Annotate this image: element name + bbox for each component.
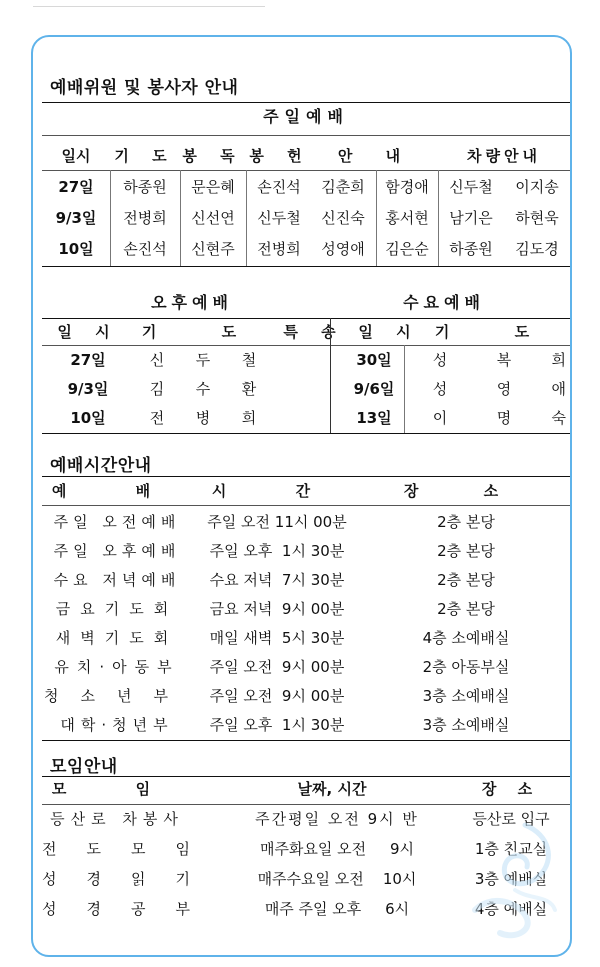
- wednesday-service-title: 수요예배: [403, 293, 485, 312]
- meeting-name: 성경공부: [42, 900, 220, 918]
- service-place: 3층 소예배실: [422, 687, 510, 705]
- afternoon-prayer-char: 희: [241, 409, 257, 427]
- wednesday-date: 13일: [356, 409, 392, 427]
- times-header-row: [42, 476, 570, 506]
- header-prayer: 기 도: [434, 323, 560, 341]
- reading-name: 문은혜: [191, 178, 235, 196]
- service-row: [42, 345, 570, 375]
- service-time: 주일 오전 11시 00분: [207, 513, 347, 531]
- afternoon-prayer-char: 신: [149, 351, 165, 369]
- offering-name-2: 김춘희: [321, 178, 365, 196]
- meeting-time: 주간평일 오전 9시 반: [255, 810, 419, 828]
- header-meeting: 모 임: [51, 780, 183, 798]
- offering-name-1: 손진석: [257, 178, 301, 196]
- header-reading: 봉 독: [182, 147, 244, 165]
- prayer-name: 손진석: [123, 240, 167, 258]
- afternoon-prayer-char: 전: [149, 409, 165, 427]
- rule: [42, 433, 570, 434]
- afternoon-prayer-char: 수: [195, 380, 211, 398]
- header-date: 일 시: [57, 323, 119, 341]
- afternoon-prayer-char: 김: [149, 380, 165, 398]
- time-row: [42, 565, 570, 595]
- meeting-time: 매주 주일 오후 6시: [264, 900, 410, 918]
- decorative-swirl: [455, 815, 565, 945]
- prayer-name: 하종원: [123, 178, 167, 196]
- rule: [42, 170, 570, 171]
- afternoon-prayer-char: 철: [241, 351, 257, 369]
- meeting-name: 전도모임: [42, 840, 220, 858]
- date: 27일: [58, 178, 94, 196]
- meeting-name: 성경읽기: [42, 870, 220, 888]
- date: 10일: [58, 240, 94, 258]
- sunday-row: [42, 203, 570, 233]
- afternoon-date: 9/3일: [67, 380, 109, 398]
- car-name-2: 이지송: [515, 178, 559, 196]
- afternoon-service-title: 오후예배: [151, 293, 233, 312]
- date: 9/3일: [55, 209, 97, 227]
- time-row: [42, 594, 570, 624]
- meeting-place: 등산로 입구: [472, 810, 550, 828]
- service-time: 주일 오전 9시 00분: [209, 687, 345, 705]
- time-row: [42, 710, 570, 740]
- service-row: [42, 403, 570, 433]
- car-name-1: 신두철: [449, 178, 493, 196]
- service-place: 4층 소예배실: [422, 629, 510, 647]
- service-place: 2층 본당: [437, 600, 495, 618]
- offering-name-1: 신두철: [257, 209, 301, 227]
- wednesday-prayer-char: 희: [551, 351, 566, 369]
- usher-name: 김은순: [385, 240, 429, 258]
- car-name-1: 하종원: [449, 240, 493, 258]
- service-time: 주일 오후 1시 30분: [209, 542, 345, 560]
- header-offering: 봉 헌: [249, 147, 311, 165]
- header-date: 일시: [61, 147, 91, 165]
- service-time: 주일 오전 9시 00분: [209, 658, 345, 676]
- reading-name: 신현주: [191, 240, 235, 258]
- service-row: [42, 374, 570, 404]
- car-name-2: 하현욱: [515, 209, 559, 227]
- service-time: 매일 새벽 5시 30분: [209, 629, 345, 647]
- afternoon-prayer-char: 두: [195, 351, 211, 369]
- header-datetime: 날짜, 시간: [297, 780, 367, 798]
- header-date: 일 시: [358, 323, 420, 341]
- afternoon-prayer-char: 환: [241, 380, 257, 398]
- reading-name: 신선연: [191, 209, 235, 227]
- meeting-place: 3층 예배실: [474, 870, 548, 888]
- header-prayer: 기 도: [141, 323, 267, 341]
- car-name-1: 남기은: [449, 209, 493, 227]
- top-scan-line: [33, 0, 265, 7]
- meeting-time: 매주수요일 오전 10시: [257, 870, 417, 888]
- prayer-name: 전병희: [123, 209, 167, 227]
- service-place: 3층 소예배실: [422, 716, 510, 734]
- service-name: 수요 저녁예배: [53, 571, 181, 589]
- rule: [42, 266, 570, 267]
- car-name-2: 김도경: [515, 240, 559, 258]
- rule: [42, 505, 570, 506]
- service-place: 2층 본당: [437, 513, 495, 531]
- service-place: 2층 아동부실: [422, 658, 510, 676]
- header-special-song: 특 송: [283, 323, 345, 341]
- time-row: [42, 681, 570, 711]
- service-name: 청소년부: [44, 687, 190, 705]
- service-name: 새벽기도회: [55, 629, 179, 647]
- header-prayer: 기 도: [114, 147, 176, 165]
- service-place: 2층 본당: [437, 542, 495, 560]
- wednesday-date: 30일: [356, 351, 392, 369]
- rule: [42, 135, 570, 136]
- wednesday-prayer-char: 복: [496, 351, 512, 369]
- usher-name: 함경애: [385, 178, 429, 196]
- offering-name-1: 전병희: [257, 240, 301, 258]
- time-row: [42, 652, 570, 682]
- service-place: 2층 본당: [437, 571, 495, 589]
- wednesday-date: 9/6일: [353, 380, 395, 398]
- header-car: 차량안내: [467, 147, 541, 165]
- time-row: [42, 507, 570, 537]
- service-name: 주일 오후예배: [53, 542, 181, 560]
- header-usher: 안 내: [337, 147, 415, 165]
- meeting-time: 매주화요일 오전 9시: [259, 840, 415, 858]
- service-name: 유치·아동부: [54, 658, 180, 676]
- service-time: 수요 저녁 7시 30분: [209, 571, 345, 589]
- rule: [42, 740, 570, 741]
- wednesday-prayer-char: 성: [432, 380, 448, 398]
- meetings-header-row: [42, 774, 570, 804]
- sunday-header-row: [42, 141, 570, 171]
- time-row: [42, 536, 570, 566]
- wednesday-prayer-char: 명: [496, 409, 512, 427]
- offering-name-2: 신진숙: [321, 209, 365, 227]
- wednesday-prayer-char: 숙: [551, 409, 566, 427]
- section-title-volunteers: 예배위원 및 봉사자 안내: [50, 78, 239, 98]
- sunday-row: [42, 172, 570, 202]
- header-time: 시 간: [211, 482, 343, 500]
- service-name: 주일 오전예배: [53, 513, 181, 531]
- wednesday-prayer-char: 성: [432, 351, 448, 369]
- wednesday-prayer-char: 애: [551, 380, 566, 398]
- service-name: 대학·청년부: [60, 716, 174, 734]
- service-time: 금요 저녁 9시 00분: [209, 600, 345, 618]
- header-place: 장 소: [481, 780, 541, 798]
- section-title-service-times: 예배시간안내: [50, 456, 152, 476]
- section-title-meetings: 모임안내: [50, 757, 118, 777]
- header-place: 장 소: [403, 482, 529, 500]
- time-row: [42, 623, 570, 653]
- usher-name: 홍서현: [385, 209, 429, 227]
- sunday-service-subtitle: 주일예배: [263, 107, 349, 126]
- afternoon-date: 10일: [70, 409, 106, 427]
- meeting-place: 1층 친교실: [474, 840, 548, 858]
- wednesday-prayer-char: 이: [432, 409, 448, 427]
- afternoon-prayer-char: 병: [195, 409, 211, 427]
- wednesday-prayer-char: 영: [496, 380, 512, 398]
- offering-name-2: 성영애: [321, 240, 365, 258]
- afternoon-date: 27일: [70, 351, 106, 369]
- service-header-row: [42, 317, 570, 347]
- meeting-place: 4층 예배실: [474, 900, 548, 918]
- service-time: 주일 오후 1시 30분: [209, 716, 345, 734]
- service-name: 금요기도회: [55, 600, 179, 618]
- meeting-name: 등산로 차봉사: [50, 810, 184, 828]
- sunday-row: [42, 234, 570, 264]
- header-service: 예 배: [51, 482, 183, 500]
